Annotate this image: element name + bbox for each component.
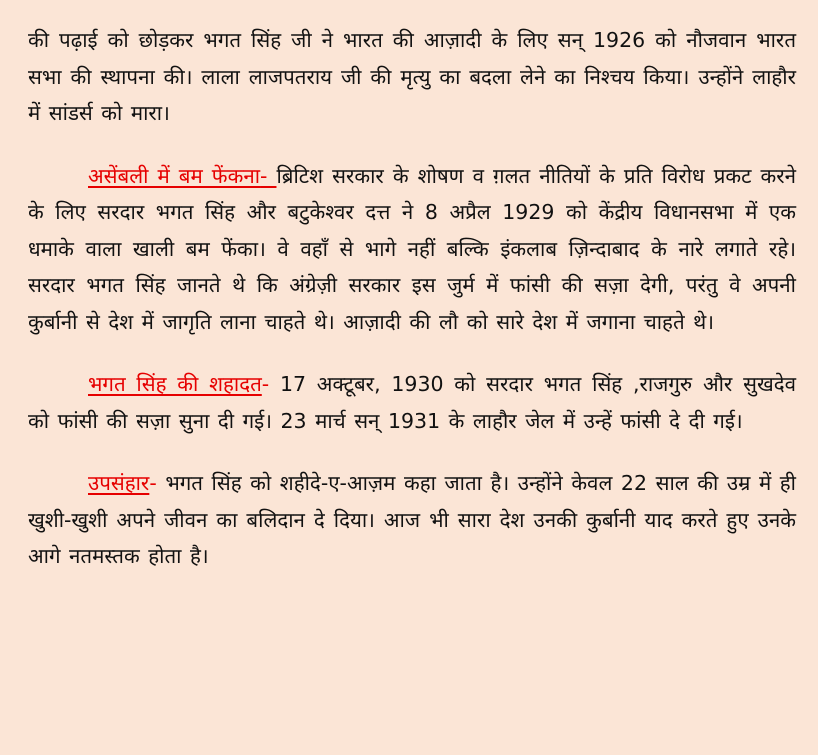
assembly-heading-dash: -: [260, 163, 277, 188]
intro-text: की पढ़ाई को छोड़कर भगत सिंह जी ने भारत की आज़ादी के लिए सन् 1926 को नौजवान भारत सभा की स्थापना की। लाला लाजपतराय जी की मृत्यु का बदला लेने का निश्चय किया। उन्होंने लाहौर में सांडर्स को मारा।: [28, 28, 796, 125]
martyrdom-heading: भगत सिंह की शहादत: [88, 372, 262, 396]
conclusion-heading: उपसंहार: [88, 471, 150, 495]
assembly-heading: असेंबली में बम फेंकना: [88, 163, 261, 188]
conclusion-paragraph: [28, 465, 796, 575]
martyrdom-heading-dash: -: [261, 372, 280, 396]
conclusion-text: भगत सिंह को शहीदे-ए-आज़म कहा जाता है। उन्होंने केवल 22 साल की उम्र में ही खुशी-खुशी अपने जीवन का बलिदान दे दिया। आज भी सारा देश उनकी कुर्बानी याद करते हुए उनके आगे नतमस्तक होता है।: [28, 471, 796, 568]
intro-paragraph: [28, 0, 796, 132]
martyrdom-paragraph: [28, 366, 796, 439]
martyrdom-text: 17 अक्टूबर, 1930 को सरदार भगत सिंह ,राजगुरु और सुखदेव को फांसी की सज़ा सुना दी गई। 23 मार्च सन् 1931 के लाहौर जेल में उन्हें फांसी दे दी गई।: [28, 372, 796, 433]
assembly-text: ब्रिटिश सरकार के शोषण व ग़लत नीतियों के प्रति विरोध प्रकट करने के लिए सरदार भगत सिंह और बटुकेश्वर दत्त ने 8 अप्रैल 1929 को केंद्रीय विधानसभा में एक धमाके वाला खाली बम फेंका। वे वहाँ से भागे नहीं बल्कि इंकलाब ज़िन्दाबाद के नारे लगाते रहे। सरदार भगत सिंह जानते थे कि अंग्रेज़ी सरकार इस जुर्म में फांसी की सज़ा देगी, परंतु वे अपनी कुर्बानी से देश में जागृति लाना चाहते थे। आज़ादी की लौ को सारे देश में जगाना चाहते थे।: [28, 163, 796, 334]
assembly-paragraph: [28, 158, 796, 341]
conclusion-heading-dash: -: [149, 471, 166, 495]
